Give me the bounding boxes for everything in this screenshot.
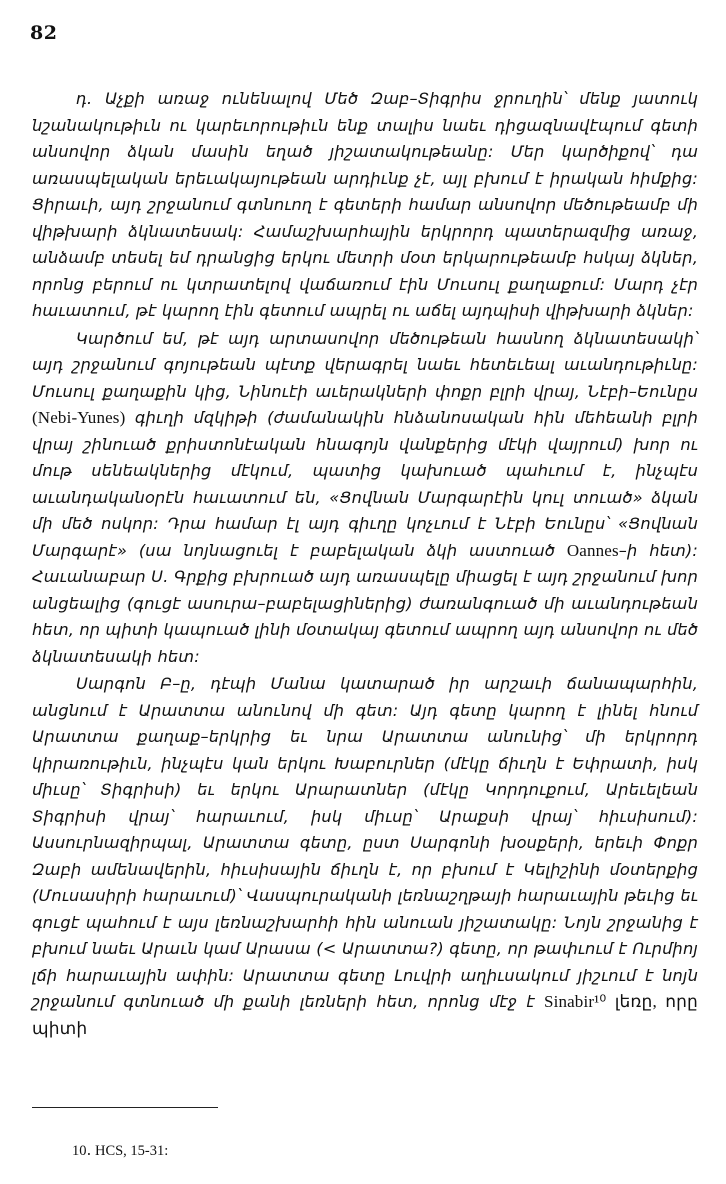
latin-text-run: (Nebi-Yunes) <box>32 408 126 427</box>
footnote-separator <box>32 1107 218 1108</box>
latin-text-run: ¹⁰ լեռը, որը պիտի <box>32 992 698 1038</box>
page-number: 82 <box>30 22 58 44</box>
text-body <box>32 86 698 1043</box>
latin-text-run: Oannes <box>566 540 619 560</box>
footnote: 10․ HCS, 15-31: <box>72 1143 169 1159</box>
text-run: դ․ Աչքի առաջ ունենալով Մեծ Զաբ–Տիգրիս ջրուղին՝ մենք յատուկ նշանակութիւն ու կարեւորութիւն ենք տալիս նաեւ դիցազնավէպում գետի անսովոր ձկան մասին եղած յիշատակութեանը: Մեր կարծիքով՝ դա առասպելական երեւակայութեան արդիւնք չէ, այլ բխում է իրական հիմքից: Ցիրաւի, այդ շրջանում գտնուող է գետերի համար անսովոր մեծութեամբ մի վիթխարի ձկնատեսակ: Համաշխարհային երկրորդ պատերազմից առաջ, անձամբ տեսել եմ դրանցից երկու մետրի մօտ երկարութեամբ հսկայ ձկներ, որոնց բերում ու կտրատելով վաճառում էին Մուսուլ քաղաքում: Մարդ չէր հաւատում, թէ կարող էին գետում ապրել ու աճել այդպիսի վիթխարի ձկներ: <box>32 89 698 320</box>
paragraph <box>32 326 698 671</box>
paragraph <box>32 86 698 325</box>
latin-text-run: Sinabir <box>543 992 595 1011</box>
text-run: –ի հետ): Հաւանաբար Ս․ Գրքից բխրուած այդ առասպելը միացել է այդ շրջանում խոր անցեալից (գուցէ ասուրա–բաբելացիներից) ժառանգուած մի աւանդութեան հետ, որ պիտի կապուած լինի մօտակայ գետում ապրող այդ անսովոր ու մեծ ձկնատեսակի հետ: <box>32 540 698 666</box>
text-run: Սարգոն Բ–ը, դէպի Մանա կատարած իր արշաւի ճանապարհին, անցնում է Արատտա անունով մի գետ: Այդ գետը կարող է լինել հնում Արատտա քաղաք–երկրից եւ նրա Արատտա անունից՝ մի երկրորդ կիրառութիւն, ինչպէս կան երկու Խաբուրներ (մէկը ճիւղն է Եփրատի, իսկ միւսը՝ Տիգրիսի) եւ երկու Արարատներ (մէկը Կորդուքում, Արեւելեան Տիգրիսի վրայ՝ հարաւում, իսկ միւսը՝ Արաքսի վրայ՝ հիւսիսում): Ասսուրնազիրպալ, Արատտա գետը, ըստ Սարգոնի խօսքերի, երեւի Փոքր Զաբի ամենավերին, հիւսիսային ճիւղն է, որ բխում է Կելիշինի մօտերքից (Մուսասիրի հարաւում)՝ Վասպուրականի լեռնաշղթայի հարաւային թեւից եւ գուցէ պահում է այս լեռնաշխարհի հին անուան յիշատակը: Նոյն շրջանից է բխում նաեւ Արաւն կամ Արասա (< Արատտա?) գետը, որ թափւում է Ուրմիոյ լճի հարաւային ափին: Արատտա գետը Լուվրի աղիւսակում յիշւում է նոյն շրջանում գտնուած մի քանի լեռների հետ, որոնց մէջ է <box>32 674 698 1011</box>
paragraph <box>32 671 698 1042</box>
text-run: Կարծում եմ, թէ այդ արտասովոր մեծութեան հասնող ձկնատեսակի՝ այդ շրջանում գոյութեան պէտք վերագրել նաեւ հետեւեալ աւանդութիւնը: Մուսուլ քաղաքին կից, Նինուէի աւերակների փոքր բլրի վրայ, Նէբի–Եունըս <box>32 328 698 401</box>
text-run: գիւղի մզկիթի (ժամանակին հնձանոսական հին մեհեանի բլրի վրայ շինուած քրիստոնէական հնագոյն վանքերից մէկի վայրում) խոր ու մութ սենեակներից մէկում, պատից կախուած պահւում է, ինչպէս աւանդականօրէն հաւատում են, «Ցովնան Մարգարէին կուլ տուած» ձկան մի մեծ ոսկոր: Դրա համար էլ այդ գիւղը կոչւում է Նէբի Եունըս՝ «Ցովնան Մարգարէ» (սա նոյնացուել է բաբելական ձկի աստուած <box>32 408 698 560</box>
